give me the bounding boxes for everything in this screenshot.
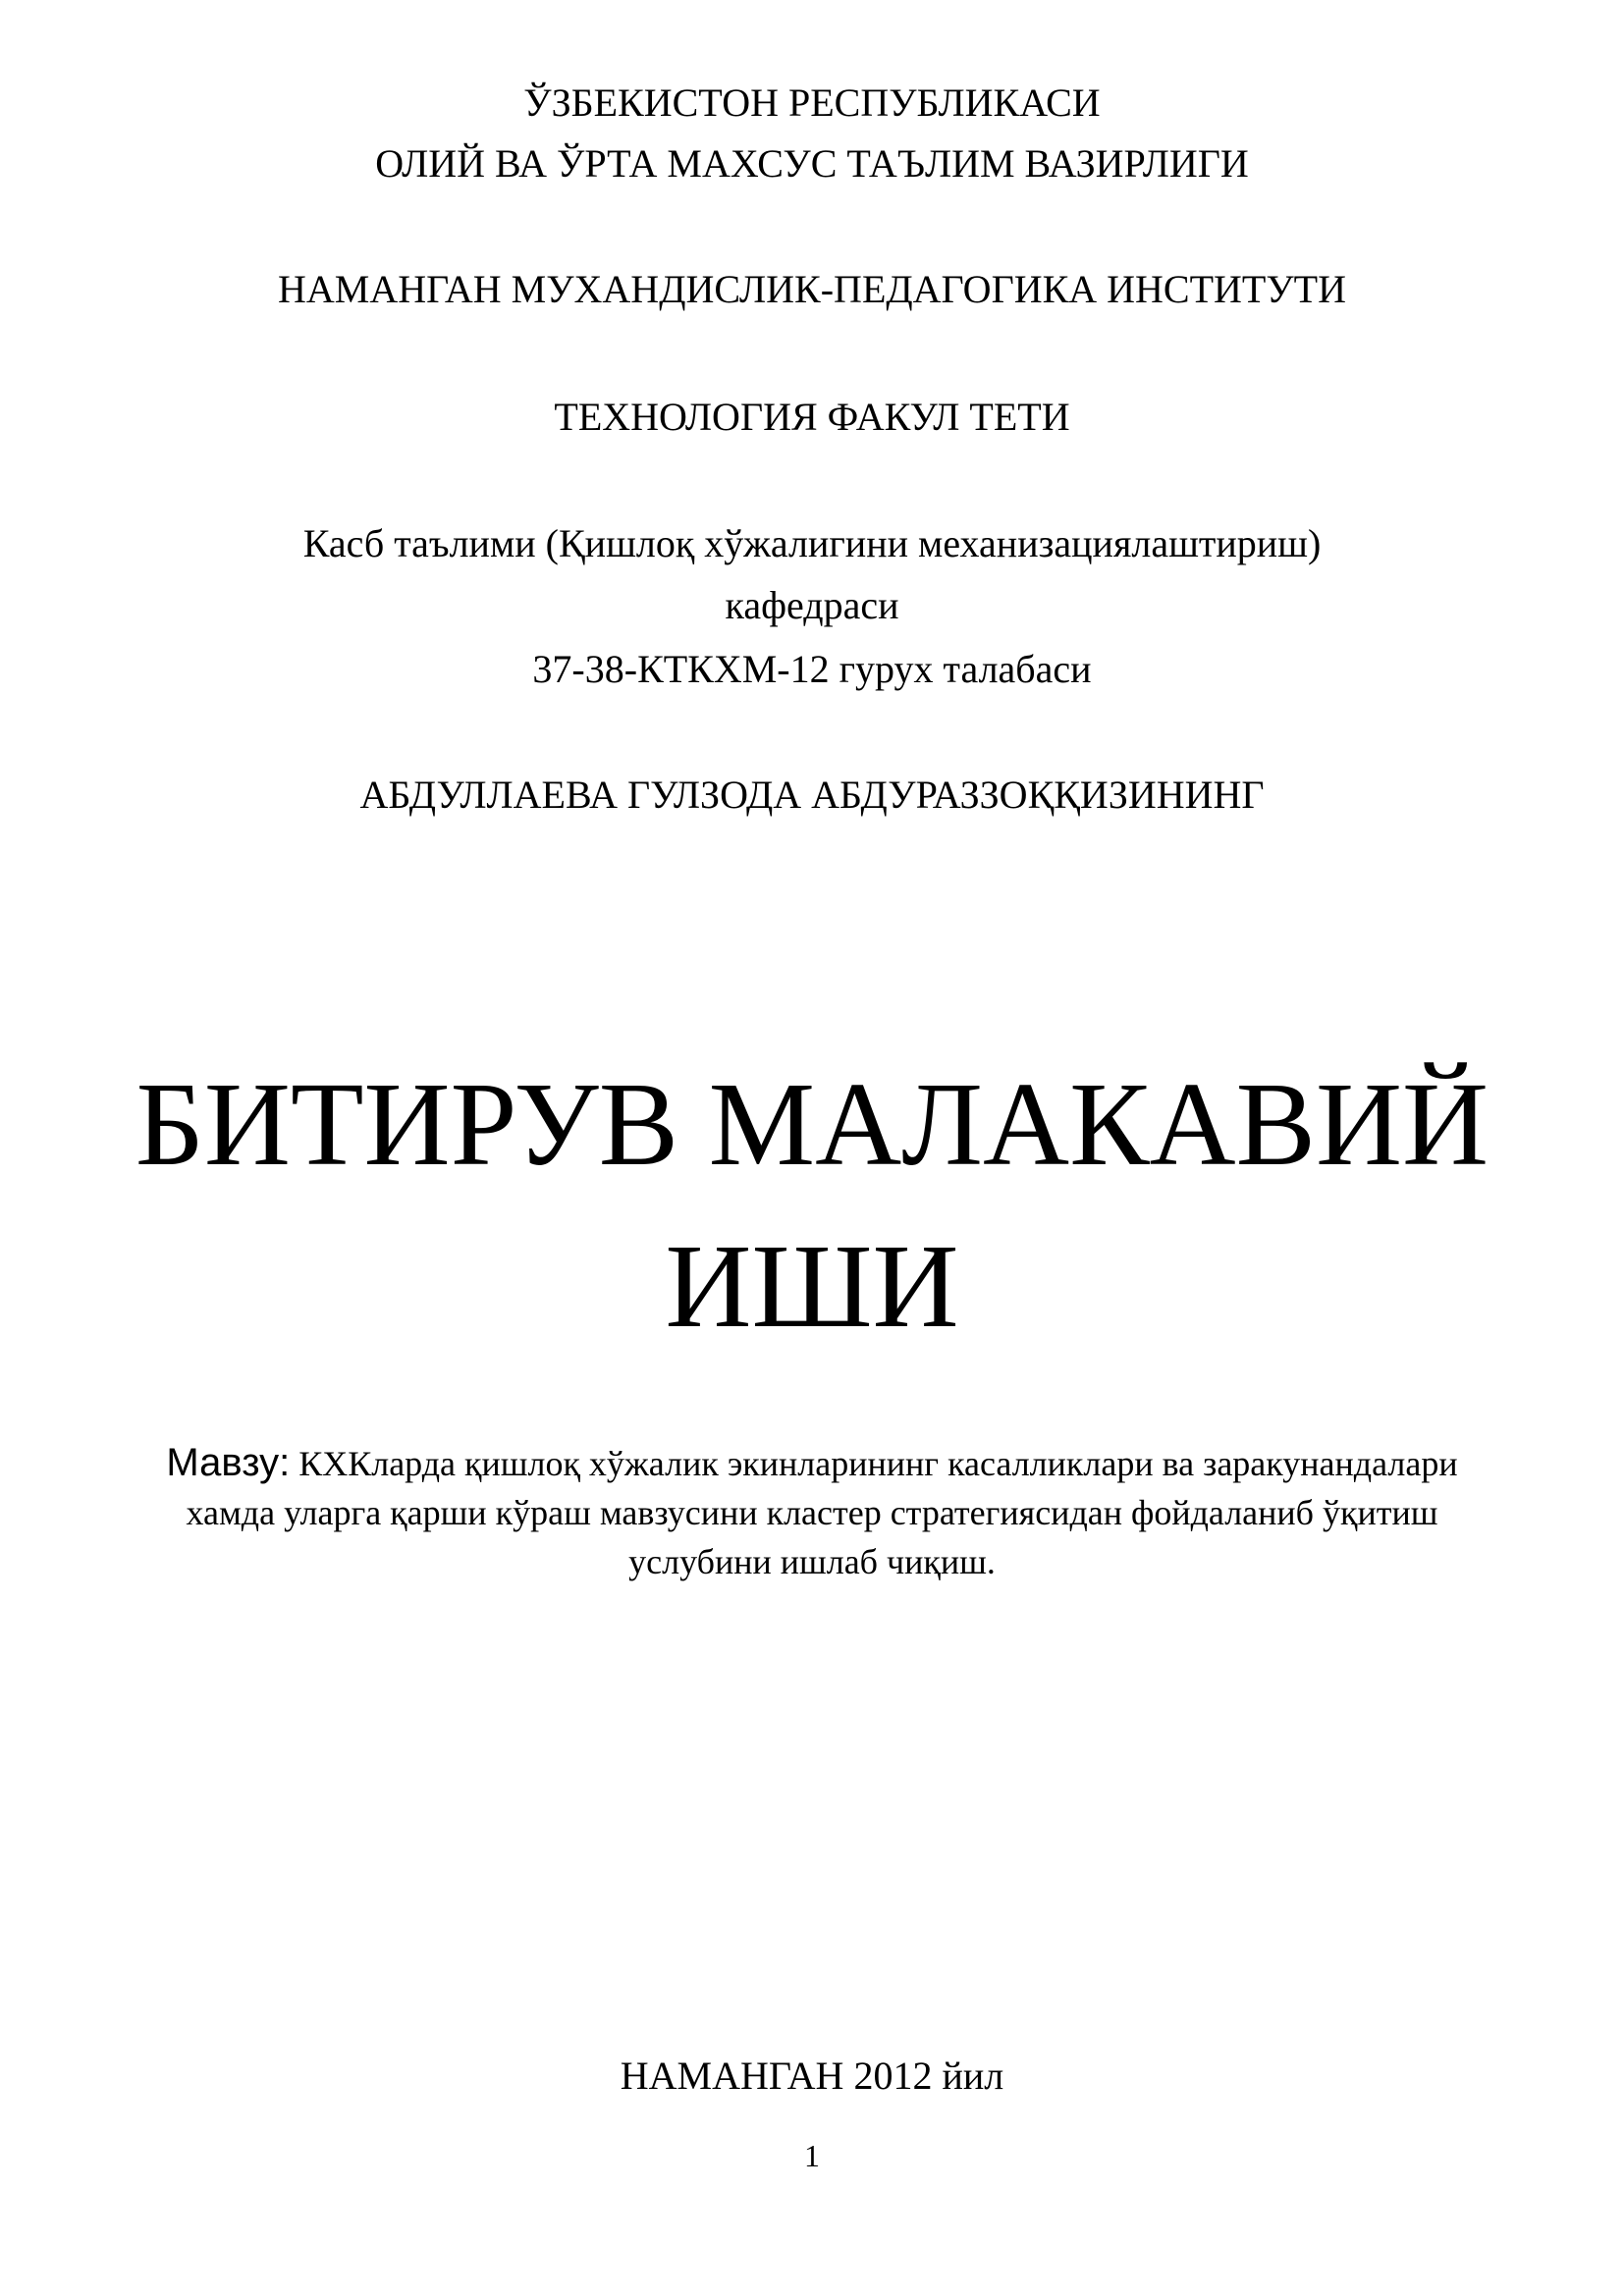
student-name: АБДУЛЛАЕВА ГУЛЗОДА АБДУРАЗЗОҚҚИЗИНИНГ	[359, 773, 1265, 817]
topic-line-1	[98, 1438, 1526, 1488]
topic-label: Мавзу:	[166, 1441, 291, 1484]
faculty-heading: ТЕХНОЛОГИЯ ФАКУЛ ТЕТИ	[554, 395, 1070, 439]
work-title-line-1: БИТИРУВ МАЛАКАВИЙ	[135, 1058, 1489, 1191]
topic-line-2: хамда уларга қарши кўраш мавзусини кластер стратегиясидан фойдаланиб ўқитиш	[186, 1493, 1438, 1532]
page-number: 1	[804, 2138, 820, 2173]
work-title-line-2: ИШИ	[665, 1220, 959, 1353]
group-line: 37-38-КТКХМ-12 гурух талабаси	[532, 647, 1092, 691]
city-year: НАМАНГАН 2012 йил	[620, 2054, 1004, 2098]
republic-heading: ЎЗБЕКИСТОН РЕСПУБЛИКАСИ	[523, 80, 1101, 125]
topic-text-1: КХКларда қишлоқ хўжалик экинларининг касалликлари ва заракунандалари	[298, 1444, 1458, 1483]
topic-block	[98, 1438, 1526, 1586]
department-line-2: кафедраси	[725, 583, 899, 627]
ministry-heading: ОЛИЙ ВА ЎРТА МАХСУС ТАЪЛИМ ВАЗИРЛИГИ	[375, 141, 1249, 186]
topic-line-3: услубини ишлаб чиқиш.	[628, 1542, 996, 1581]
institute-heading: НАМАНГАН МУХАНДИСЛИК-ПЕДАГОГИКА ИНСТИТУТИ	[277, 267, 1346, 311]
department-line-1: Касб таълими (Қишлоқ хўжалигини механизациялаштириш)	[302, 521, 1322, 565]
